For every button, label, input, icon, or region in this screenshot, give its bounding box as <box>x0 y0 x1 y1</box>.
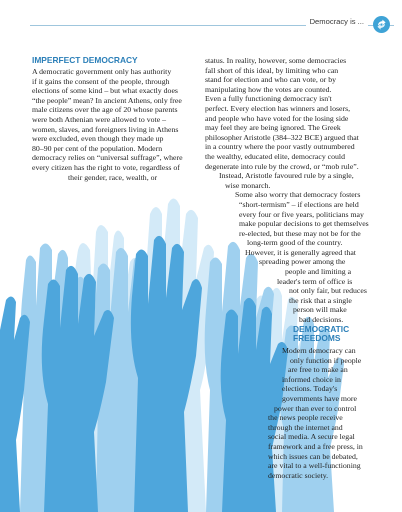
body-line: Instead, Aristotle favoured rule by a single, <box>219 171 354 181</box>
body-line: which issues can be debated, <box>268 451 358 461</box>
body-line: democratic society. <box>268 470 329 480</box>
body-line: only function if people <box>290 355 362 365</box>
body-line: Modern democracy can <box>282 346 356 355</box>
body-line: re-elected, but these may not be for the <box>239 228 361 238</box>
body-line: Even a fully functioning democracy isn't <box>205 94 332 104</box>
body-line: make popular decisions to get themselves <box>239 219 369 229</box>
body-line: the wealthy, educated elite, democracy could <box>205 151 345 161</box>
body-line: wise monarch. <box>225 180 271 190</box>
heading-line: DEMOCRATIC <box>293 324 350 334</box>
section-heading-democratic-freedoms <box>293 325 349 344</box>
body-line: were both Athenian were allowed to vote – <box>32 114 167 124</box>
body-line: spreading power among the <box>259 257 346 267</box>
body-line: the news people receive <box>268 413 343 423</box>
running-header-title: Democracy is ... <box>306 17 368 26</box>
body-line: and people who have voted for the losing side <box>205 113 349 123</box>
body-line: every four or five years, politicians may <box>239 209 364 219</box>
section2-body <box>205 56 369 325</box>
body-line: their gender, race, wealth, or <box>68 172 158 182</box>
body-line: were excluded, even though they made up <box>32 134 164 144</box>
body-line: informed choice in <box>282 374 341 384</box>
body-line: power than ever to control <box>274 403 357 413</box>
body-line: in a country where the poor vastly outnumbered <box>205 142 355 152</box>
body-line: “the people” mean? In ancient Athens, only free <box>32 95 182 105</box>
body-line: stand for election and who can vote, or by <box>205 75 336 85</box>
body-line: women, slaves, and foreigners living in Athens <box>32 124 179 134</box>
body-line: However, it is generally agreed that <box>245 247 356 257</box>
body-line: fall short of this ideal, by limiting who can <box>205 65 339 75</box>
body-line: bad decisions. <box>299 315 344 325</box>
section1-body <box>32 67 183 182</box>
body-line: person will make <box>293 305 347 315</box>
body-line: may feel they are being ignored. The Greek <box>205 123 341 133</box>
body-line: A democratic government only has authority <box>32 67 172 76</box>
body-line: are vital to a well-functioning <box>268 461 361 471</box>
body-line: manipulating how the votes are counted. <box>205 84 332 94</box>
body-line: if it gains the consent of the people, through <box>32 76 170 86</box>
body-line: philosopher Aristotle (384–322 BCE) argued that <box>205 132 359 142</box>
section3-body <box>268 346 363 480</box>
section-heading-imperfect-democracy: IMPERFECT DEMOCRACY <box>32 55 138 65</box>
body-line: the risk that a single <box>289 295 352 305</box>
body-line: every citizen has the right to vote, regardless of <box>32 162 180 172</box>
body-line: social media. A secure legal <box>268 432 355 442</box>
body-line: democracy relies on “universal suffrage”, where <box>32 153 183 163</box>
body-line: 80–90 per cent of the population. Modern <box>32 143 163 153</box>
body-line: perfect. Every election has winners and losers, <box>205 103 351 113</box>
body-line: framework and a free press, in <box>268 441 363 451</box>
body-line: governments have more <box>282 393 357 403</box>
body-line: not only fair, but reduces <box>289 286 367 296</box>
body-line: elections. Today's <box>282 384 338 394</box>
body-line: long-term good of the country. <box>247 238 343 248</box>
body-line: “short-termism” – if elections are held <box>239 199 359 209</box>
body-line: elections of some kind – but what exactly does <box>32 86 178 96</box>
heading-line: FREEDOMS <box>293 333 341 344</box>
body-line: are free to make an <box>288 365 348 375</box>
body-line: through the internet and <box>268 422 343 432</box>
body-line: leader's term of office is <box>277 276 353 286</box>
body-line: Some also worry that democracy fosters <box>235 190 361 200</box>
body-line: people and limiting a <box>285 267 352 277</box>
body-line: male citizens over the age of 20 whose parents <box>32 105 178 115</box>
body-line: status. In reality, however, some democracies <box>205 56 347 65</box>
body-line: degenerate into rule by the crowd, or “mob rule”. <box>205 161 359 171</box>
